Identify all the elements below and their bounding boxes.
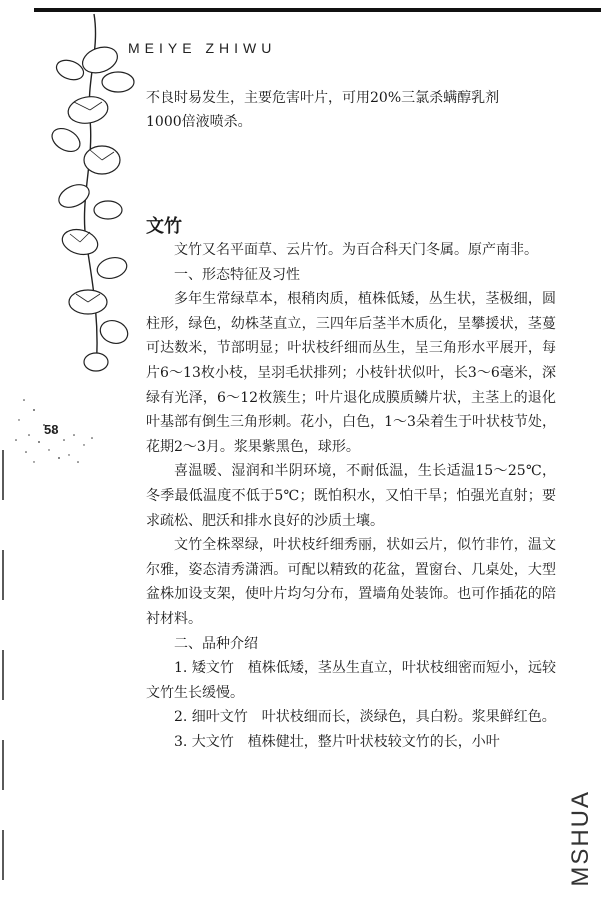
section-title-varieties: 二、品种介绍 xyxy=(174,635,258,652)
variety-item-2: 2. 细叶文竹 叶状枝细而长，淡绿色，具白粉。浆果鲜红色。 xyxy=(174,709,556,726)
running-head: MEIYE ZHIWU xyxy=(128,40,277,56)
margin-rule xyxy=(0,440,8,900)
paragraph-use: 文竹全株翠绿，叶状枝纤细秀丽，状如云片，似竹非竹，温文尔雅，姿态清秀潇洒。可配以精致的花盆，置窗台、几桌处，大型盆株加设支架，使叶片均匀分布，置墙角处装饰。也可作插花的陪衬材料。 xyxy=(146,537,556,627)
article-body xyxy=(146,238,556,754)
paragraph-habit: 喜温暖、湿润和半阴环境，不耐低温，生长适温15～25℃，冬季最低温度不低于5℃；既怕积水，又怕干旱；怕强光直射；要求疏松、肥沃和排水良好的沙质土壤。 xyxy=(146,463,556,529)
article-title: 文竹 xyxy=(146,216,182,237)
section-title-morphology: 一、形态特征及习性 xyxy=(174,266,300,283)
intro-line-1: 不良时易发生，主要危害叶片，可用20%三氯杀螨醇乳剂 xyxy=(146,90,500,106)
speckle-decoration xyxy=(4,380,114,490)
floral-vine-decoration xyxy=(30,10,140,380)
watermark: MSHUA xyxy=(567,790,594,887)
page-number: 58 xyxy=(44,422,59,437)
intro-line-2: 1000倍液喷杀。 xyxy=(146,114,252,130)
continued-text xyxy=(146,86,556,134)
variety-item-1: 1. 矮文竹 植株低矮，茎丛生直立，叶状枝细密而短小，远较文竹生长缓慢。 xyxy=(146,660,556,701)
variety-item-3: 3. 大文竹 植株健壮，整片叶状枝较文竹的长，小叶 xyxy=(174,733,500,750)
article-summary: 文竹又名平面草、云片竹。为百合科天门冬属。原产南非。 xyxy=(174,242,538,258)
paragraph-morphology: 多年生常绿草本，根稍肉质，植株低矮，丛生状，茎极细，圆柱形，绿色，幼株茎直立，三四年后茎半木质化，呈攀援状，茎蔓可达数米，节部明显；叶状枝纤细而丛生，呈三角形水平展开，每片6～13枚小枝，呈羽毛状排列；小枝针状似叶，长3～6毫米，深绿有光泽，6～12枚簇生；叶片退化成膜质鳞片状，主茎上的退化叶基部有倒生三角形刺。花小，白色，1～3朵着生于叶状枝节处，花期2～3月。浆果紫黑色，球形。 xyxy=(146,291,556,455)
